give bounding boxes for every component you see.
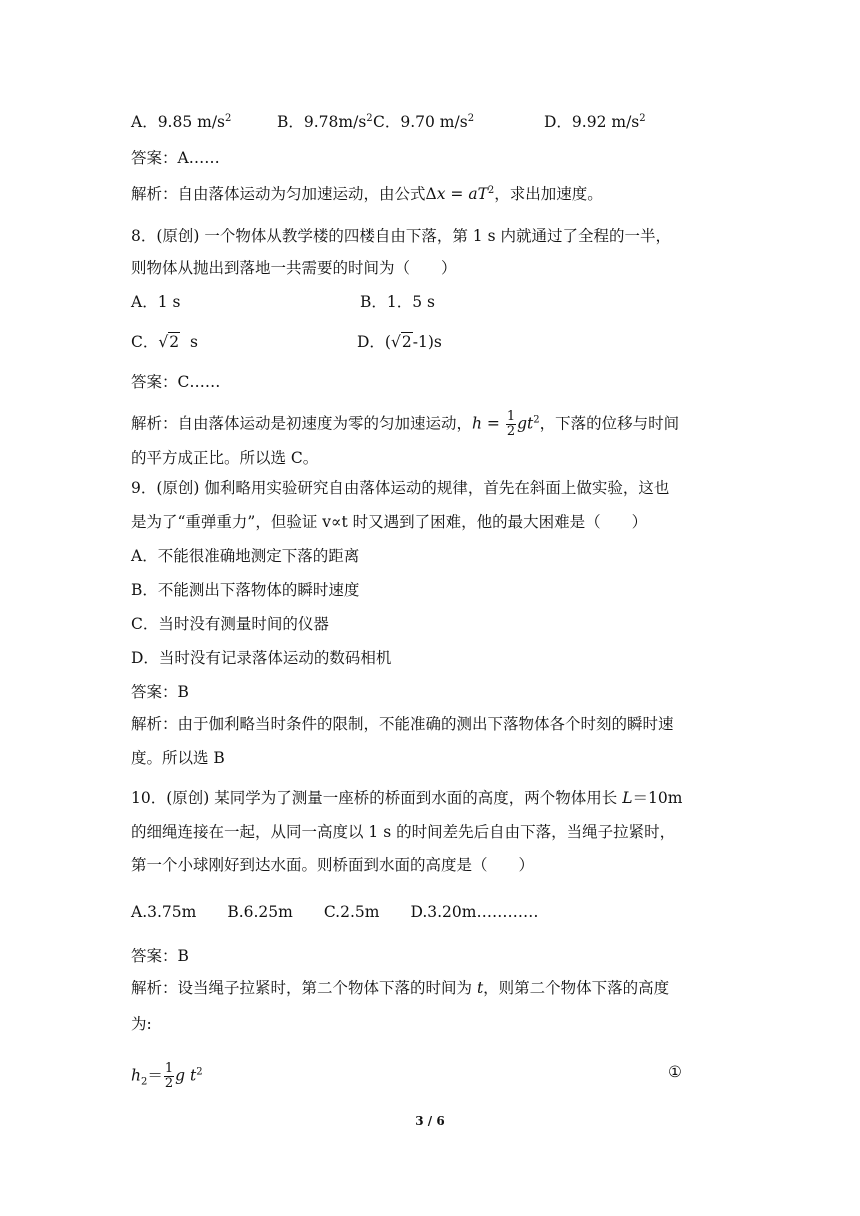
q10-answer: 答案：B [131, 947, 189, 965]
q10-analysis-line-1: 解析：设当绳子拉紧时，第二个物体下落的时间为 t，则第二个物体下落的高度 [131, 979, 670, 997]
equation-marker: ① [668, 1063, 682, 1081]
q10-equation-1: $h_2=$ $\frac{1}{2}$ g $t^2$ [131, 1061, 203, 1091]
q9-analysis-line-2: 度。所以选 B [131, 749, 225, 767]
q9-option-d: D．当时没有记录落体运动的数码相机 [131, 649, 392, 667]
q8-answer: 答案：C…… [131, 373, 221, 391]
sqrt-symbol: √2 [158, 333, 180, 351]
q10-analysis-line-2: 为: [131, 1015, 152, 1033]
q7-answer: 答案：A…… [131, 149, 220, 167]
q7-option-c: C．9.70 $m/s^2$ [373, 112, 475, 131]
q8-analysis-line-2: 的平方成正比。所以选 C。 [131, 449, 319, 467]
q7-analysis: 解析：自由落体运动为匀加速运动，由公式$\Delta x = aT^2$，求出加速度。 [131, 184, 603, 203]
q9-stem-line-2: 是为了“重弹重力”，但验证 v∝t 时又遇到了困难，他的最大困难是（ ） [131, 513, 648, 531]
q9-option-c: C．当时没有测量时间的仪器 [131, 615, 329, 633]
q10-stem-line-1: 10．(原创) 某同学为了测量一座桥的桥面到水面的高度，两个物体用长 L＝10m [131, 789, 683, 807]
q8-option-b: B．1．5 s [360, 293, 435, 311]
q10-options: A.3.75m B.6.25m C.2.5m D.3.20m………… [131, 903, 539, 921]
q8-option-c: C．√2 s [131, 333, 198, 351]
q7-option-d: D．9.92 $m/s^2$ [544, 112, 646, 131]
q8-analysis-line-1: 解析：自由落体运动是初速度为零的匀加速运动，h = $\frac{1}{2}$ $gt^2$，下落的位移与时间 [131, 409, 680, 439]
fraction-one-half: $\frac{1}{2}$ [506, 409, 516, 439]
q8-stem-line-2: 则物体从抛出到落地一共需要的时间为（ ） [131, 259, 457, 277]
q7-option-b: B．$9.78m/s^2$ [277, 112, 373, 131]
q10-stem-line-2: 的细绳连接在一起，从同一高度以 1 s 的时间差先后自由下落，当绳子拉紧时， [131, 823, 676, 841]
fraction-one-half: $\frac{1}{2}$ [164, 1061, 174, 1091]
q9-option-b: B．不能测出下落物体的瞬时速度 [131, 581, 360, 599]
q9-option-a: A．不能很准确地测定下落的距离 [131, 547, 360, 565]
q8-stem-line-1: 8．(原创) 一个物体从教学楼的四楼自由下落，第 1 s 内就通过了全程的一半， [131, 227, 671, 245]
q9-stem-line-1: 9．(原创) 伽利略用实验研究自由落体运动的规律，首先在斜面上做实验，这也 [131, 479, 670, 497]
q9-analysis-line-1: 解析：由于伽利略当时条件的限制，不能准确的测出下落物体各个时刻的瞬时速 [131, 715, 674, 733]
q7-option-a: A．9.85 $m/s^2$ [131, 112, 232, 131]
q10-stem-line-3: 第一个小球刚好到达水面。则桥面到水面的高度是（ ） [131, 856, 535, 874]
q8-option-d: D．(√2-1)s [357, 333, 442, 351]
page-number: 3 / 6 [415, 1114, 445, 1128]
q9-answer: 答案：B [131, 683, 189, 701]
q8-option-a: A．1 s [131, 293, 181, 311]
sqrt-symbol: √2 [390, 333, 412, 351]
